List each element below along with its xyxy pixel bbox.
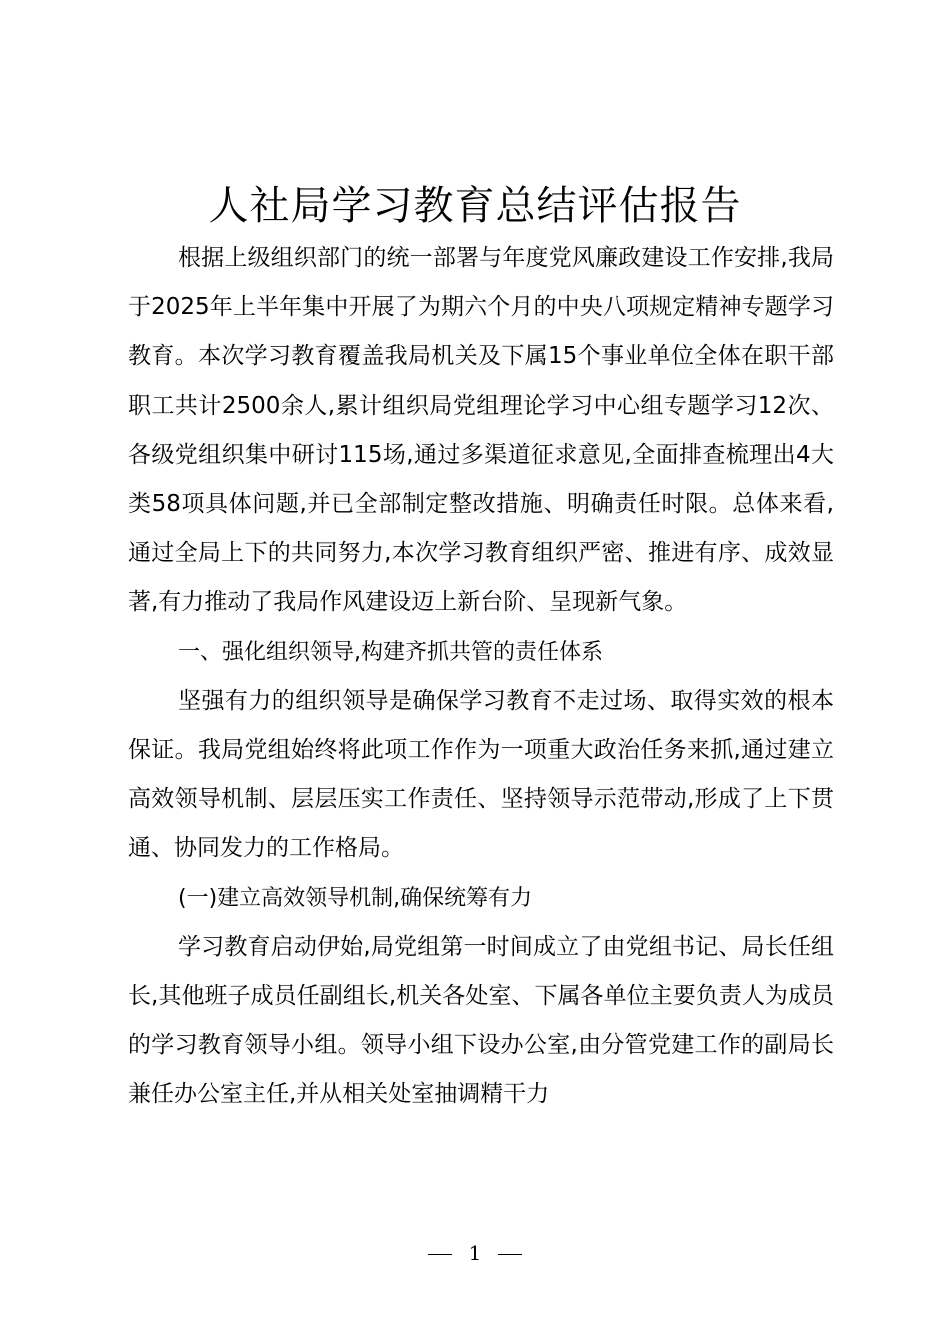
subsection-1-paragraph: 学习教育启动伊始,局党组第一时间成立了由党组书记、局长任组长,其他班子成员任副组长,机关各处室、下属各单位主要负责人为成员的学习教育领导小组。领导小组下设办公室,由分管党建工作的副局长兼任办公室主任,并从相关处室抽调精干力 xyxy=(128,933,834,1108)
intro-paragraph: 根据上级组织部门的统一部署与年度党风廉政建设工作安排,我局于2025年上半年集中开展了为期六个月的中央八项规定精神专题学习教育。本次学习教育覆盖我局机关及下属15个事业单位全体在职干部职工共计2500余人,累计组织局党组理论学习中心组专题学习12次、各级党组织集中研讨115场,通过多渠道征求意见,全面排查梳理出4大类58项具体问题,并已全部制定整改措施、明确责任时限。总体来看,通过全局上下的共同努力,本次学习教育组织严密、推进有序、成效显著,有力推动了我局作风建设迈上新台阶、呈现新气象。 xyxy=(128,245,834,616)
section-heading-1: 一、强化组织领导,构建齐抓共管的责任体系 xyxy=(178,639,603,665)
section-1-paragraph: 坚强有力的组织领导是确保学习教育不走过场、取得实效的根本保证。我局党组始终将此项工作作为一项重大政治任务来抓,通过建立高效领导机制、层层压实工作责任、坚持领导示范带动,形成了上下贯通、协同发力的工作格局。 xyxy=(128,687,834,862)
document-body xyxy=(128,234,834,1120)
footer-dash-left xyxy=(428,1254,452,1255)
page-number: 1 xyxy=(468,1241,482,1265)
document-title: 人社局学习教育总结评估报告 xyxy=(208,183,742,229)
subsection-heading-1: (一)建立高效领导机制,确保统筹有力 xyxy=(178,885,533,911)
page-footer xyxy=(0,1238,950,1268)
footer-dash-right xyxy=(498,1254,522,1255)
